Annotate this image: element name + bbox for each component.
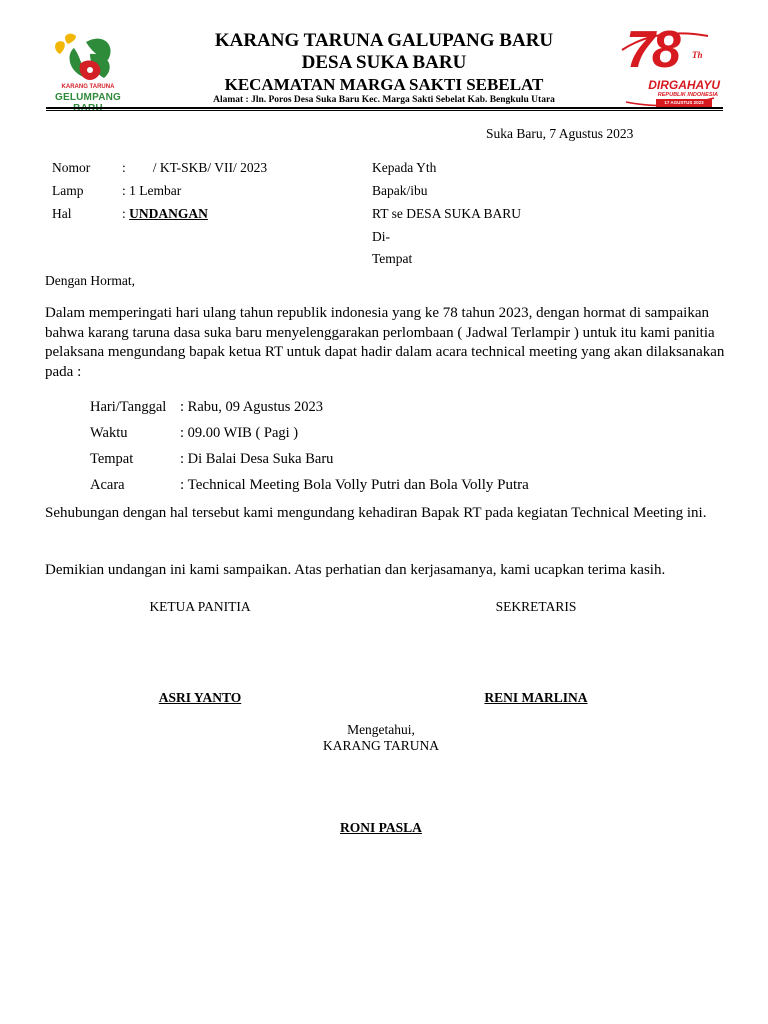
closing-paragraph: Demikian undangan ini kami sampaikan. Atas perhatian dan kerjasamanya, kami ucapkan terima kasih.	[45, 562, 666, 578]
acknowledge-name: RONI PASLA	[340, 820, 422, 835]
lamp-label: Lamp	[52, 183, 84, 198]
event-date-value: : Rabu, 09 Agustus 2023	[180, 399, 323, 415]
event-agenda-value: : Technical Meeting Bola Volly Putri dan Bola Volly Putra	[180, 477, 529, 493]
logo-right-line2: REPUBLIK INDONESIA	[657, 92, 718, 98]
event-date-label: Hari/Tanggal	[90, 399, 167, 415]
salutation: Dengan Hormat,	[45, 273, 135, 288]
letter-date: Suka Baru, 7 Agustus 2023	[486, 126, 634, 141]
hal-label: Hal	[52, 206, 72, 221]
recipient-line2: Bapak/ibu	[372, 183, 428, 198]
letterhead-rule-thick	[46, 107, 723, 109]
event-place-value: : Di Balai Desa Suka Baru	[180, 451, 334, 467]
org-name-line3: KECAMATAN MARGA SAKTI SEBELAT	[224, 75, 544, 94]
acknowledge-line1: Mengetahui,	[347, 722, 415, 737]
event-time-value: : 09.00 WIB ( Pagi )	[180, 425, 299, 441]
letterhead-rule-thin	[46, 110, 723, 111]
event-place-label: Tempat	[90, 451, 134, 467]
karang-taruna-logo-icon	[46, 28, 136, 114]
recipient-line5: Tempat	[372, 251, 413, 266]
logo-right-number: 78	[626, 21, 678, 79]
hal-colon: :	[122, 206, 130, 221]
body-paragraph: Dalam memperingati hari ulang tahun republik indonesia yang ke 78 tahun 2023, dengan hormat di sampaikan bahwa karang taruna dasa suka baru menyelenggarakan perlombaan ( Jadwal Terlampir ) untuk itu kami panitia pelaksana mengundang bapak ketua RT untuk dapat hadir dalam acara technical meeting yang akan dilaksanakan pada :	[45, 305, 725, 380]
hal-value: UNDANGAN	[129, 206, 208, 221]
nomor-label: Nomor	[52, 160, 91, 175]
followup-paragraph: Sehubungan dengan hal tersebut kami mengundang kehadiran Bapak RT pada kegiatan Technical Meeting ini.	[45, 505, 707, 521]
org-name-line2: DESA SUKA BARU	[301, 52, 467, 73]
nomor-value: : / KT-SKB/ VII/ 2023	[122, 160, 268, 175]
left-signatory-name: ASRI YANTO	[158, 690, 242, 705]
logo-right-line3: 17 AGUSTUS 2023	[656, 99, 712, 107]
recipient-line4: Di-	[372, 229, 390, 244]
recipient-line1: Kepada Yth	[372, 160, 437, 175]
logo-right-line1: DIRGAHAYU	[648, 78, 720, 92]
lamp-value: : 1 Lembar	[122, 183, 182, 198]
org-address: Alamat : Jln. Poros Desa Suka Baru Kec. Marga Sakti Sebelat Kab. Bengkulu Utara	[213, 95, 555, 105]
event-time-label: Waktu	[90, 425, 128, 441]
right-signatory-title: SEKRETARIS	[495, 599, 577, 614]
acknowledge-line2: KARANG TARUNA	[322, 738, 440, 753]
hut-ri-78-logo-icon	[616, 20, 720, 110]
hal-line	[122, 206, 208, 222]
event-agenda-label: Acara	[90, 477, 125, 493]
logo-right-suffix: Th	[692, 50, 703, 60]
logo-left-text-bottom: GELUMPANG BARU	[54, 92, 122, 114]
org-name-line1: KARANG TARUNA GALUPANG BARU	[214, 30, 554, 51]
logo-left-text-top: KARANG TARUNA	[61, 84, 115, 90]
recipient-line3: RT se DESA SUKA BARU	[372, 206, 521, 221]
right-signatory-name: RENI MARLINA	[484, 690, 588, 705]
left-signatory-title: KETUA PANITIA	[149, 599, 251, 614]
